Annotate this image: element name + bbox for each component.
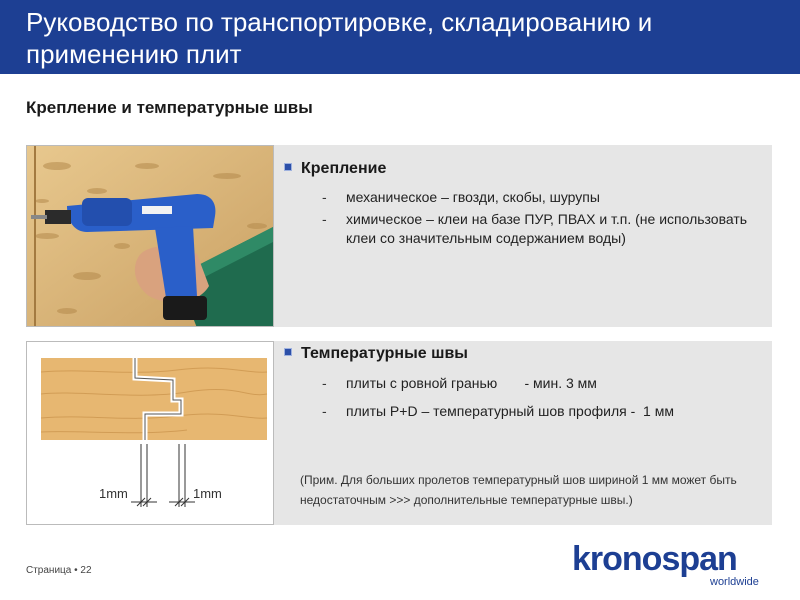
list-item-text: механическое – гвозди, скобы, шурупы [346, 189, 600, 205]
dim-label-right: 1mm [193, 486, 222, 501]
joints-list [322, 374, 772, 424]
list-item-text: химическое – клеи на базе ПУР, ПВАХ и т.п. (не использовать клеи со значительным содержанием воды) [346, 211, 748, 246]
logo-svg [572, 540, 782, 588]
joints-note: (Прим. Для больших пролетов температурный шов шириной 1 мм может быть недостаточным >>> дополнительные температурные швы.) [300, 473, 737, 507]
fastening-list [322, 188, 772, 251]
bullet-icon [284, 348, 292, 356]
list-item-text: плиты с ровной гранью - мин. 3 мм [346, 375, 597, 391]
joint-diagram-svg [27, 342, 275, 526]
joints-heading [284, 345, 468, 363]
section-title: Крепление и температурные швы [26, 98, 313, 117]
fastening-heading [284, 160, 386, 178]
list-item: - плиты P+D – температурный шов профиля - 1 мм [322, 403, 674, 419]
joint-diagram [26, 341, 274, 525]
list-item: - химическое – клеи на базе ПУР, ПВАХ и т.п. (не использовать клеи со значительным содержанием воды) [322, 211, 748, 246]
logo-wordmark: kronospan [572, 540, 737, 578]
page-number: Страница • 22 [26, 565, 92, 576]
logo-subtitle: worldwide [710, 576, 759, 588]
list-item-text: плиты P+D – температурный шов профиля - 1 мм [346, 403, 674, 419]
drill-image [27, 146, 274, 327]
list-item: - плиты с ровной гранью - мин. 3 мм [322, 375, 597, 391]
kronospan-logo [572, 540, 782, 588]
drill-photo [26, 145, 274, 327]
fastening-heading-text: Крепление [301, 160, 387, 177]
page-title: Руководство по транспортировке, складированию и применению плит [26, 7, 653, 69]
bullet-icon [284, 163, 292, 171]
list-item: - механическое – гвозди, скобы, шурупы [322, 189, 600, 205]
dim-label-left: 1mm [99, 486, 128, 501]
header-bar [0, 0, 800, 74]
joints-heading-text: Температурные швы [301, 345, 468, 362]
